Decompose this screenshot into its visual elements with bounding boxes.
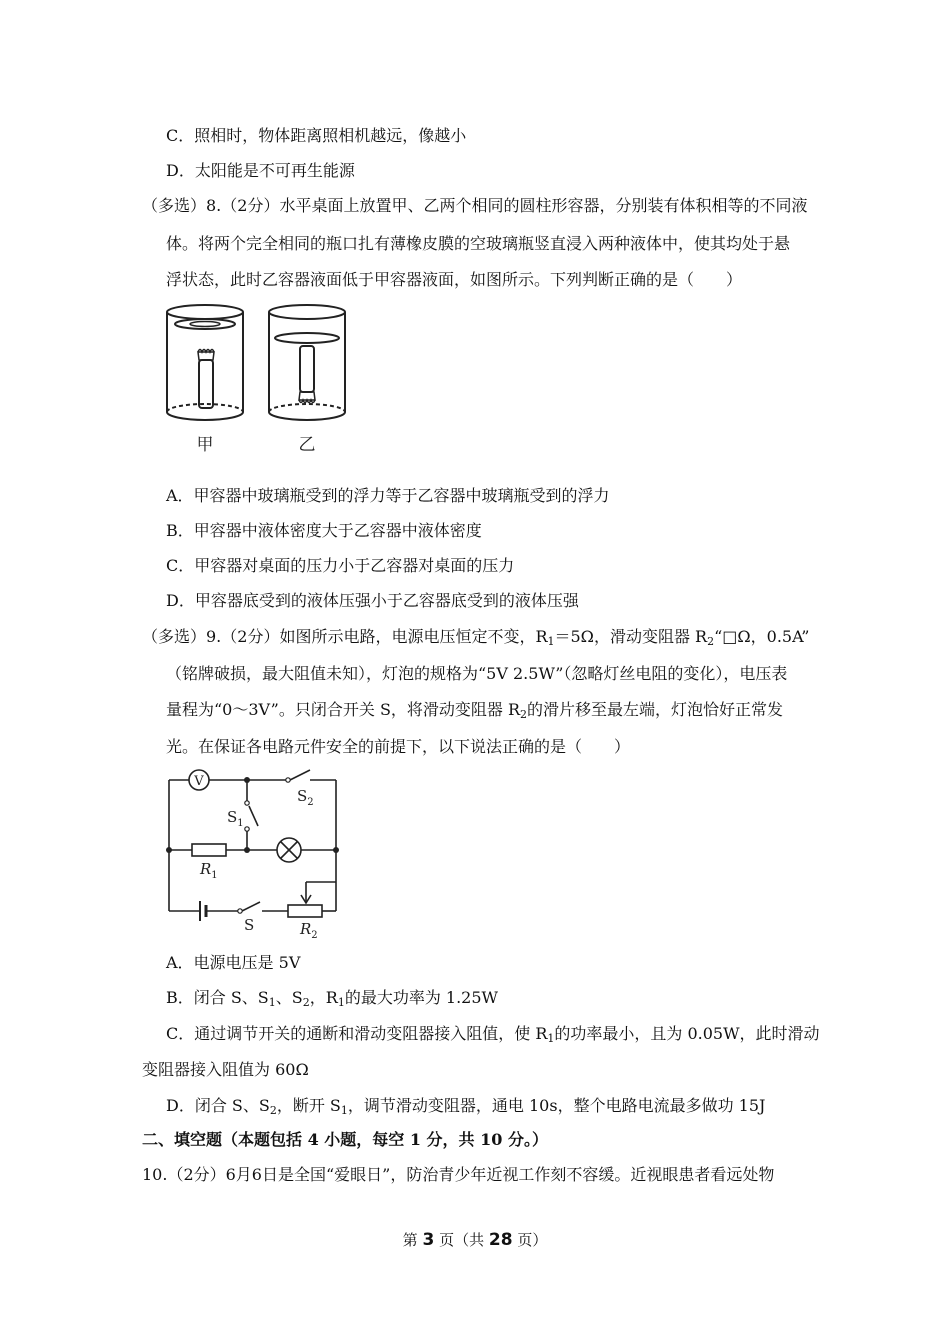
q8-containers-figure	[162, 300, 357, 458]
q9-option-d: D．闭合 S、$S_2$，断开 $S_1$，调节滑动变阻器，通电 10s，整个电路电流最多做功 15J	[166, 1096, 766, 1117]
q9-stem-line3: 量程为“0～3V”。只闭合开关 S，将滑动变阻器 $R_2$的滑片移至最左端，灯泡恰好正常发	[166, 700, 784, 721]
q9-option-c-line1: C．通过调节开关的通断和滑动变阻器接入阻值，使 $R_1$的功率最小，且为 0.05W，此时滑动	[166, 1024, 820, 1045]
page-number: 3	[422, 1230, 435, 1250]
label-jia: 甲	[196, 435, 214, 455]
bottle-jia	[199, 360, 213, 408]
page-footer: 第 3 页（共 28 页）	[402, 1230, 548, 1250]
q8-stem-line2: 体。将两个完全相同的瓶口扎有薄橡皮膜的空玻璃瓶竖直浸入两种液体中，使其均处于悬	[166, 234, 791, 253]
voltmeter-label: V	[194, 774, 204, 789]
q8-stem-line3: 浮状态，此时乙容器液面低于甲容器液面，如图所示。下列判断正确的是（ ）	[166, 270, 743, 289]
container-yi-rim	[269, 305, 345, 319]
q9-option-a: A．电源电压是 5V	[166, 953, 301, 972]
label-yi: 乙	[298, 435, 316, 455]
page-total: 28	[488, 1230, 513, 1250]
bottle-yi	[300, 346, 314, 392]
switch-s2-blade	[290, 770, 310, 780]
q10-stem-line1: 10.（2分）6月6日是全国“爱眼日”，防治青少年近视工作刻不容缓。近视眼患者看远处物	[142, 1165, 775, 1184]
q7-option-d: D．太阳能是不可再生能源	[166, 161, 355, 180]
q8-option-c: C．甲容器对桌面的压力小于乙容器对桌面的压力	[166, 556, 515, 575]
container-yi-liquid-surface	[275, 333, 339, 343]
label-r2: $R_2$	[300, 920, 318, 941]
q9-circuit-diagram	[160, 764, 350, 942]
switch-s1-blade	[249, 806, 258, 826]
container-jia-rim	[167, 305, 243, 319]
resistor-r1	[192, 844, 226, 856]
q7-option-c: C．照相时，物体距离照相机越远，像越小	[166, 126, 467, 145]
q8-option-b: B．甲容器中液体密度大于乙容器中液体密度	[166, 521, 482, 540]
q8-option-a: A．甲容器中玻璃瓶受到的浮力等于乙容器中玻璃瓶受到的浮力	[166, 486, 610, 505]
label-s1: $S_1$	[227, 808, 244, 829]
q9-option-b: B．闭合 S、$S_1$、$S_2$，$R_1$的最大功率为 1.25W	[166, 988, 498, 1009]
q8-stem-line1: （多选）8.（2分）水平桌面上放置甲、乙两个相同的圆柱形容器，分别装有体积相等的不同液	[142, 196, 808, 215]
q8-option-d: D．甲容器底受到的液体压强小于乙容器底受到的液体压强	[166, 591, 579, 610]
section2-title: 二、填空题（本题包括 4 小题，每空 1 分，共 10 分。）	[142, 1130, 548, 1149]
switch-s-blade	[242, 902, 260, 911]
q9-option-c-line2: 变阻器接入阻值为 60Ω	[142, 1060, 309, 1079]
q9-stem-line4: 光。在保证各电路元件安全的前提下，以下说法正确的是（ ）	[166, 737, 631, 756]
label-r1: $R_1$	[200, 860, 218, 881]
label-s: S	[244, 916, 255, 934]
container-jia-liquid-surface	[175, 319, 235, 329]
q9-stem-line1: （多选）9.（2分）如图所示电路，电源电压恒定不变，$R_1=5\Omega$，滑动变阻器 $R_2“□\Omega$，0.5A”	[142, 627, 810, 648]
rheostat-r2	[288, 905, 322, 917]
label-s2: $S_2$	[297, 787, 314, 808]
q9-stem-line2: （铭牌破损，最大阻值未知），灯泡的规格为“5V 2.5W”（忽略灯丝电阻的变化），电压表	[166, 664, 788, 683]
